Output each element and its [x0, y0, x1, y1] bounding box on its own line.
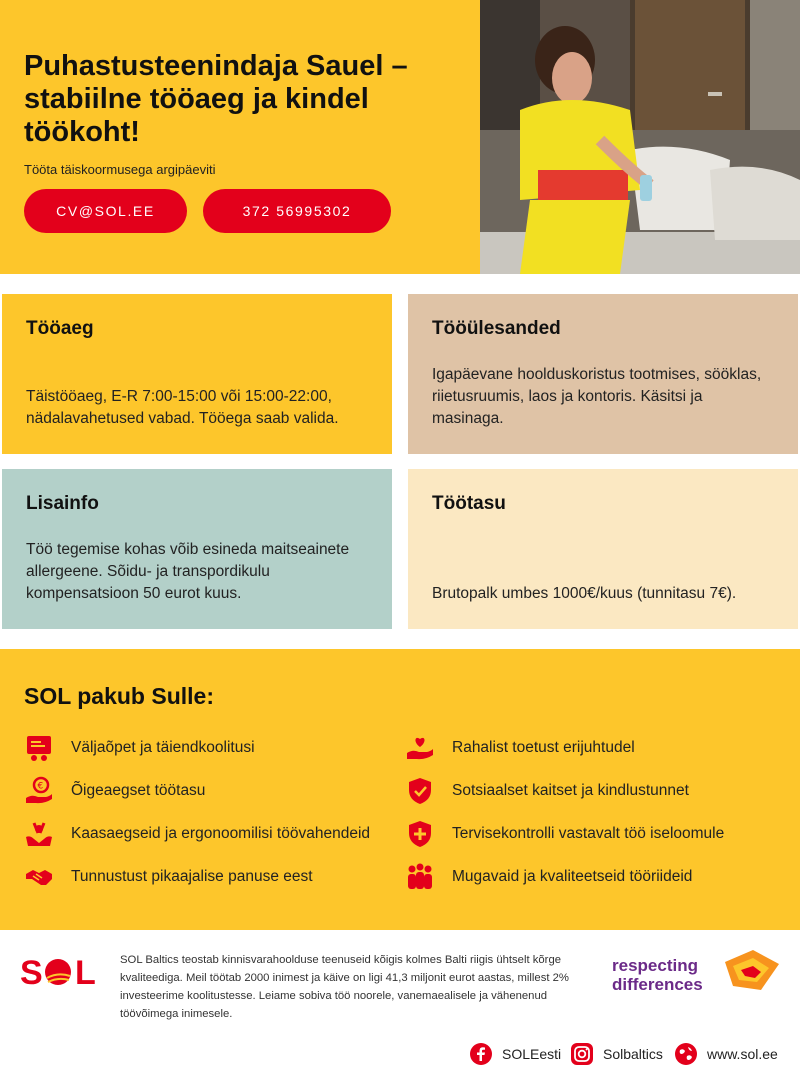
svg-text:€: €: [37, 781, 44, 792]
benefit-label: Kaasaegseid ja ergonoomilisi töövahendeid: [71, 825, 371, 842]
shield-check-icon: [405, 776, 435, 806]
benefit-item: [24, 860, 313, 894]
card-title: Töötasu: [432, 493, 506, 514]
job-title: Puhastusteenindaja Sauel – stabiilne tööaeg ja kindel töökoht!: [24, 50, 408, 148]
handshake-icon: [24, 862, 54, 892]
benefit-item: [24, 731, 255, 765]
card-text: Täistööaeg, E-R 7:00-15:00 või 15:00-22:00, nädalavahetused vabad. Tööega saab valida.: [26, 388, 339, 427]
benefit-label: Tervisekontrolli vastavalt töö iseloomule: [452, 825, 725, 842]
website-link[interactable]: [675, 1042, 778, 1066]
benefit-item: [24, 817, 370, 851]
benefit-label: Tunnustust pikaajalise panuse eest: [71, 868, 313, 885]
instagram-link[interactable]: [571, 1042, 663, 1066]
benefits-section: [0, 649, 800, 930]
benefit-label: Väljaõpet ja täiendkoolitusi: [71, 739, 255, 756]
slogan-line: differences: [612, 975, 703, 994]
benefit-label: Mugavaid ja kvaliteetseid tööriideid: [452, 868, 693, 885]
benefit-item: [405, 774, 689, 808]
card-text: Igapäevane hoolduskoristus tootmises, sööklas, riietusruumis, laos ja kontoris. Käsitsi ja masinaga.: [432, 366, 762, 427]
svg-text:S: S: [20, 954, 42, 992]
slogan-line: respecting: [612, 956, 698, 975]
cleaner-photo: [480, 0, 800, 274]
respecting-differences-slogan: [612, 956, 703, 994]
benefit-item: [24, 774, 205, 808]
card-tasks: [408, 294, 798, 454]
globe-icon: [675, 1043, 697, 1065]
benefit-label: Rahalist toetust erijuhtudel: [452, 739, 635, 756]
sol-logo: [20, 952, 102, 992]
benefits-title: SOL pakub Sulle:: [24, 683, 214, 709]
svg-text:L: L: [75, 954, 96, 992]
card-title: Tööaeg: [26, 318, 94, 339]
heart-hand-icon: [405, 733, 435, 763]
card-title: Tööülesanded: [432, 318, 561, 339]
facebook-icon: [470, 1043, 492, 1065]
benefit-item: [405, 731, 635, 765]
facebook-link[interactable]: [470, 1042, 561, 1066]
training-icon: [24, 733, 54, 763]
facebook-label: SOLEesti: [502, 1046, 562, 1062]
phone-button[interactable]: 372 56995302: [203, 189, 391, 233]
people-icon: [405, 862, 435, 892]
euro-hand-icon: [24, 776, 54, 806]
benefit-item: [405, 860, 692, 894]
respecting-differences-logo: [723, 948, 781, 992]
company-about: SOL Baltics teostab kinnisvarahoolduse teenuseid kõigis kolmes Balti riigis ühtselt kõrge kvaliteediga. Meil töötab 2000 inimest ja käive on ligi 41,3 miljonit eurot aastas, millest 2% investeerime koolitustesse. Leiame sobiva töö noorele, vanemaealisele ja vähenenud töövõimega inimesele.: [120, 954, 569, 1020]
card-title: Lisainfo: [26, 493, 99, 514]
card-text: Töö tegemise kohas võib esineda maitseainete allergeene. Sõidu- ja transpordikulu kompensatsioon 50 eurot kuus.: [26, 541, 350, 602]
instagram-icon: [571, 1043, 593, 1065]
instagram-label: Solbaltics: [603, 1046, 663, 1062]
card-work-time: [2, 294, 392, 454]
card-salary: [408, 469, 798, 629]
email-button[interactable]: CV@SOL.EE: [24, 189, 187, 233]
shield-plus-icon: [405, 819, 435, 849]
tools-hand-icon: [24, 819, 54, 849]
benefit-label: Sotsiaalset kaitset ja kindlustunnet: [452, 782, 689, 799]
job-subtitle: Tööta täiskoormusega argipäeviti: [24, 162, 216, 177]
benefit-item: [405, 817, 724, 851]
website-label: www.sol.ee: [707, 1046, 778, 1062]
card-extra-info: [2, 469, 392, 629]
card-text: Brutopalk umbes 1000€/kuus (tunnitasu 7€).: [432, 585, 737, 602]
benefit-label: Õigeaegset töötasu: [71, 782, 206, 799]
